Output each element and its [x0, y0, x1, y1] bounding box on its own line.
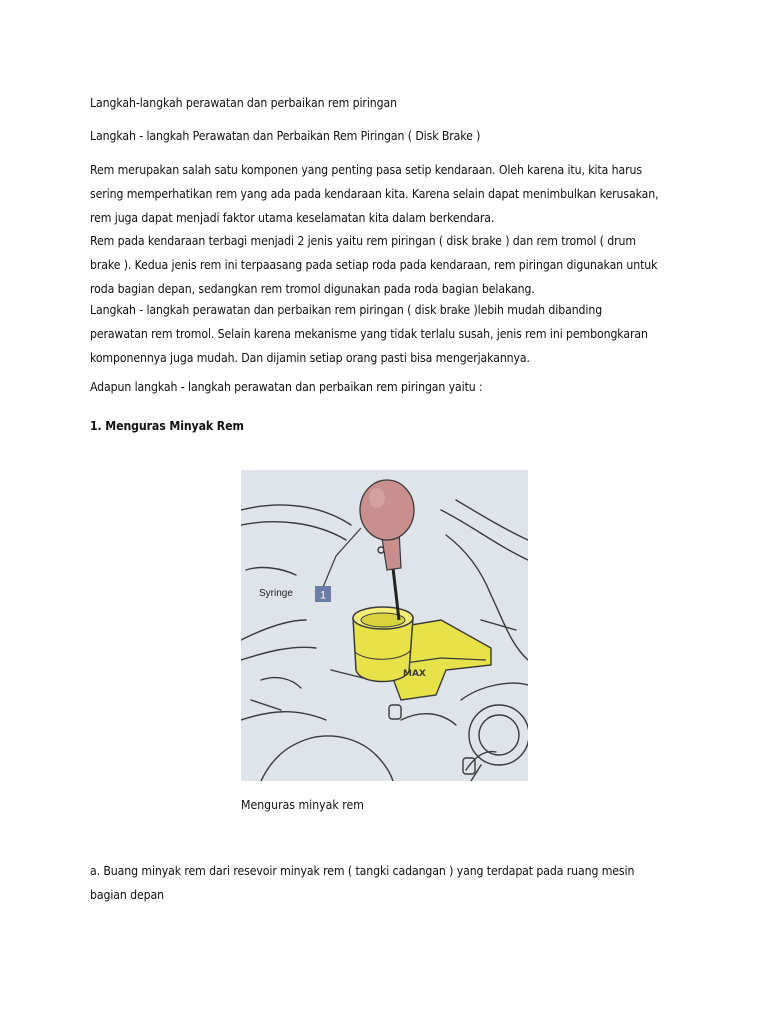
document-subtitle: Langkah - langkah Perawatan dan Perbaikan Rem Piringan ( Disk Brake ): [90, 129, 481, 143]
syringe-label: Syringe: [259, 588, 293, 599]
reservoir-text: MAX: [403, 669, 426, 679]
paragraph-2: [90, 229, 690, 301]
paragraph-line: rem juga dapat menjadi faktor utama keselamatan kita dalam berkendara.: [90, 211, 495, 225]
section-heading: 1. Menguras Minyak Rem: [90, 419, 244, 433]
step-a: [90, 859, 690, 907]
callout-badge-number: 1: [319, 589, 327, 602]
paragraph-line: Rem merupakan salah satu komponen yang penting pasa setip kendaraan. Oleh karena itu, kita harus: [90, 163, 642, 177]
paragraph-1: [90, 158, 690, 230]
paragraph-line: bagian depan: [90, 888, 164, 902]
paragraph-line: perawatan rem tromol. Selain karena mekanisme yang tidak terlalu susah, jenis rem ini pembongkaran: [90, 327, 648, 341]
paragraph-3: [90, 298, 690, 370]
paragraph-line: Rem pada kendaraan terbagi menjadi 2 jenis yaitu rem piringan ( disk brake ) dan rem tromol ( drum: [90, 234, 636, 248]
paragraph-line: Langkah - langkah perawatan dan perbaikan rem piringan ( disk brake )lebih mudah dibanding: [90, 303, 603, 317]
paragraph-line: Adapun langkah - langkah perawatan dan perbaikan rem piringan yaitu :: [90, 380, 483, 394]
illustration-svg: [241, 470, 528, 781]
paragraph-line: a. Buang minyak rem dari resevoir minyak rem ( tangki cadangan ) yang terdapat pada ruang mesin: [90, 864, 635, 878]
paragraph-line: roda bagian depan, sedangkan rem tromol digunakan pada roda bagian belakang.: [90, 282, 535, 296]
paragraph-4: [90, 375, 690, 399]
paragraph-line: brake ). Kedua jenis rem ini terpaasang pada setiap roda pada kendaraan, rem piringan digunakan untuk: [90, 258, 658, 272]
figure-caption: Menguras minyak rem: [241, 798, 364, 812]
paragraph-line: komponennya juga mudah. Dan dijamin setiap orang pasti bisa mengerjakannya.: [90, 351, 530, 365]
brake-fluid-syringe-illustration: [241, 470, 528, 781]
paragraph-line: sering memperhatikan rem yang ada pada kendaraan kita. Karena selain dapat menimbulkan kerusakan,: [90, 187, 659, 201]
document-title: Langkah-langkah perawatan dan perbaikan rem piringan: [90, 96, 397, 110]
